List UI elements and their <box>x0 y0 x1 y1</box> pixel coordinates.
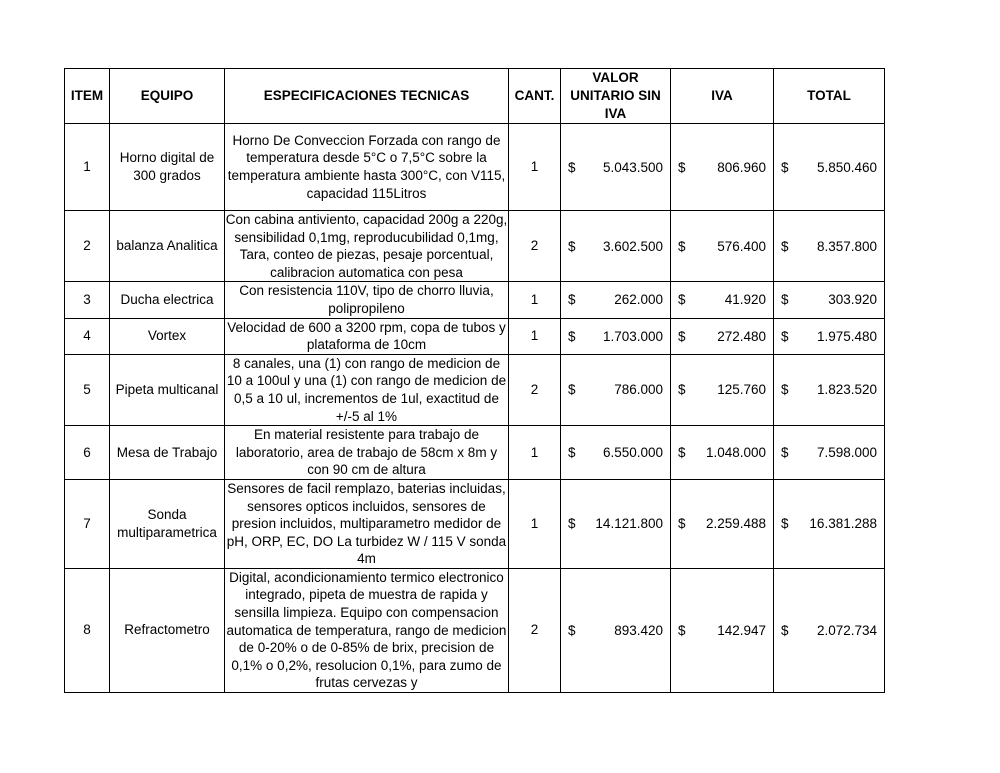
cell-iva <box>671 211 774 282</box>
cell-total-value: 1.823.520 <box>816 382 877 398</box>
cell-valor-unitario <box>561 354 671 425</box>
currency-symbol: $ <box>678 328 686 344</box>
cell-iva-value: 576.400 <box>717 238 766 254</box>
currency-symbol: $ <box>678 516 686 532</box>
header-iva: IVA <box>671 69 774 124</box>
cell-total-value: 5.850.460 <box>816 159 877 175</box>
cell-total <box>774 124 885 211</box>
cell-item: 4 <box>65 318 110 354</box>
cell-equipo: Refractometro <box>110 568 225 692</box>
cell-iva-value: 125.760 <box>717 382 766 398</box>
cell-total-value: 7.598.000 <box>816 445 877 461</box>
cell-cant: 1 <box>509 124 561 211</box>
header-valor-unitario: VALOR UNITARIO SIN IVA <box>561 69 671 124</box>
cell-total <box>774 479 885 568</box>
currency-symbol: $ <box>781 238 789 254</box>
cell-total-value: 8.357.800 <box>816 238 877 254</box>
cell-total <box>774 426 885 480</box>
table-row <box>65 354 885 425</box>
cell-valor-unitario-value: 14.121.800 <box>595 516 663 532</box>
header-equipo: EQUIPO <box>110 69 225 124</box>
table-row <box>65 426 885 480</box>
cell-valor-unitario <box>561 426 671 480</box>
cell-especificaciones: Horno De Conveccion Forzada con rango de temperatura desde 5°C o 7,5°C sobre la temperatura ambiente hasta 300°C, con V115, capacidad 115Litros <box>225 124 509 211</box>
cell-equipo: balanza Analitica <box>110 211 225 282</box>
currency-symbol: $ <box>568 328 576 344</box>
cell-equipo: Mesa de Trabajo <box>110 426 225 480</box>
cell-especificaciones: Con cabina antiviento, capacidad 200g a 220g, sensibilidad 0,1mg, reproducubilidad 0,1mg, Tara, conteo de piezas, pesaje porcentual, calibracion automatica con pesa <box>225 211 509 282</box>
cell-iva-value: 2.259.488 <box>705 516 766 532</box>
cell-item: 5 <box>65 354 110 425</box>
currency-symbol: $ <box>678 622 686 638</box>
cell-valor-unitario-value: 3.602.500 <box>602 238 663 254</box>
header-especificaciones: ESPECIFICACIONES TECNICAS <box>225 69 509 124</box>
cell-valor-unitario-value: 262.000 <box>614 292 663 308</box>
cell-equipo: Pipeta multicanal <box>110 354 225 425</box>
cell-total <box>774 354 885 425</box>
cell-item: 6 <box>65 426 110 480</box>
cell-valor-unitario <box>561 124 671 211</box>
currency-symbol: $ <box>781 622 789 638</box>
currency-symbol: $ <box>678 238 686 254</box>
cell-valor-unitario-value: 6.550.000 <box>602 445 663 461</box>
cell-cant: 1 <box>509 282 561 318</box>
currency-symbol: $ <box>781 445 789 461</box>
currency-symbol: $ <box>568 292 576 308</box>
cell-total <box>774 282 885 318</box>
cell-equipo: Vortex <box>110 318 225 354</box>
cell-total-value: 303.920 <box>828 292 877 308</box>
cell-iva <box>671 318 774 354</box>
cell-iva-value: 41.920 <box>724 292 766 308</box>
header-row <box>65 69 885 124</box>
cell-item: 3 <box>65 282 110 318</box>
cell-valor-unitario-value: 893.420 <box>614 622 663 638</box>
cell-valor-unitario <box>561 211 671 282</box>
currency-symbol: $ <box>568 516 576 532</box>
cell-valor-unitario <box>561 318 671 354</box>
table-body <box>65 124 885 693</box>
cell-iva <box>671 354 774 425</box>
cell-item: 8 <box>65 568 110 692</box>
currency-symbol: $ <box>781 292 789 308</box>
header-cant: CANT. <box>509 69 561 124</box>
cell-cant: 1 <box>509 426 561 480</box>
currency-symbol: $ <box>781 328 789 344</box>
cell-cant: 1 <box>509 479 561 568</box>
table-row <box>65 568 885 692</box>
cell-cant: 1 <box>509 318 561 354</box>
cell-iva <box>671 479 774 568</box>
cell-total-value: 1.975.480 <box>816 328 877 344</box>
cell-iva-value: 806.960 <box>717 159 766 175</box>
currency-symbol: $ <box>568 159 576 175</box>
currency-symbol: $ <box>678 445 686 461</box>
quotation-table <box>64 68 885 693</box>
cell-total <box>774 568 885 692</box>
table-row <box>65 124 885 211</box>
cell-especificaciones: Sensores de facil remplazo, baterias incluidas, sensores opticos incluidos, sensores de presion incluidos, multiparametro medidor de pH, ORP, EC, DO La turbidez W / 115 V sonda 4m <box>225 479 509 568</box>
cell-valor-unitario <box>561 568 671 692</box>
header-item: ITEM <box>65 69 110 124</box>
cell-valor-unitario-value: 5.043.500 <box>602 159 663 175</box>
table-row <box>65 318 885 354</box>
cell-item: 2 <box>65 211 110 282</box>
cell-total <box>774 318 885 354</box>
cell-cant: 2 <box>509 354 561 425</box>
cell-valor-unitario <box>561 479 671 568</box>
currency-symbol: $ <box>678 159 686 175</box>
cell-especificaciones: En material resistente para trabajo de laboratorio, area de trabajo de 58cm x 8m y con 90 cm de altura <box>225 426 509 480</box>
currency-symbol: $ <box>568 622 576 638</box>
header-total: TOTAL <box>774 69 885 124</box>
cell-iva-value: 272.480 <box>717 328 766 344</box>
cell-iva <box>671 124 774 211</box>
currency-symbol: $ <box>781 159 789 175</box>
table-row <box>65 211 885 282</box>
currency-symbol: $ <box>678 382 686 398</box>
cell-iva <box>671 282 774 318</box>
cell-valor-unitario <box>561 282 671 318</box>
cell-total-value: 16.381.288 <box>809 516 877 532</box>
cell-item: 1 <box>65 124 110 211</box>
cell-cant: 2 <box>509 211 561 282</box>
cell-valor-unitario-value: 1.703.000 <box>602 328 663 344</box>
cell-total-value: 2.072.734 <box>816 622 877 638</box>
cell-equipo: Horno digital de 300 grados <box>110 124 225 211</box>
currency-symbol: $ <box>568 382 576 398</box>
currency-symbol: $ <box>568 238 576 254</box>
currency-symbol: $ <box>781 382 789 398</box>
cell-especificaciones: Con resistencia 110V, tipo de chorro lluvia, polipropileno <box>225 282 509 318</box>
cell-iva-value: 1.048.000 <box>705 445 766 461</box>
cell-especificaciones: 8 canales, una (1) con rango de medicion de 10 a 100ul y una (1) con rango de medicion de 0,5 a 10 ul, incrementos de 1ul, exactitud de +/-5 al 1% <box>225 354 509 425</box>
currency-symbol: $ <box>568 445 576 461</box>
cell-iva-value: 142.947 <box>717 622 766 638</box>
cell-item: 7 <box>65 479 110 568</box>
cell-iva <box>671 568 774 692</box>
table-row <box>65 282 885 318</box>
cell-iva <box>671 426 774 480</box>
currency-symbol: $ <box>678 292 686 308</box>
cell-equipo: Ducha electrica <box>110 282 225 318</box>
cell-cant: 2 <box>509 568 561 692</box>
cell-total <box>774 211 885 282</box>
currency-symbol: $ <box>781 516 789 532</box>
cell-valor-unitario-value: 786.000 <box>614 382 663 398</box>
cell-equipo: Sonda multiparametrica <box>110 479 225 568</box>
cell-especificaciones: Digital, acondicionamiento termico electronico integrado, pipeta de muestra de rapida y sensilla limpieza. Equipo con compensacion automatica de temperatura, rango de medicion de 0-20% o de 0-85% de brix, precision de 0,1% o 0,2%, resolucion 0,1%, para zumo de frutas cervezas y <box>225 568 509 692</box>
cell-especificaciones: Velocidad de 600 a 3200 rpm, copa de tubos y plataforma de 10cm <box>225 318 509 354</box>
table-row <box>65 479 885 568</box>
